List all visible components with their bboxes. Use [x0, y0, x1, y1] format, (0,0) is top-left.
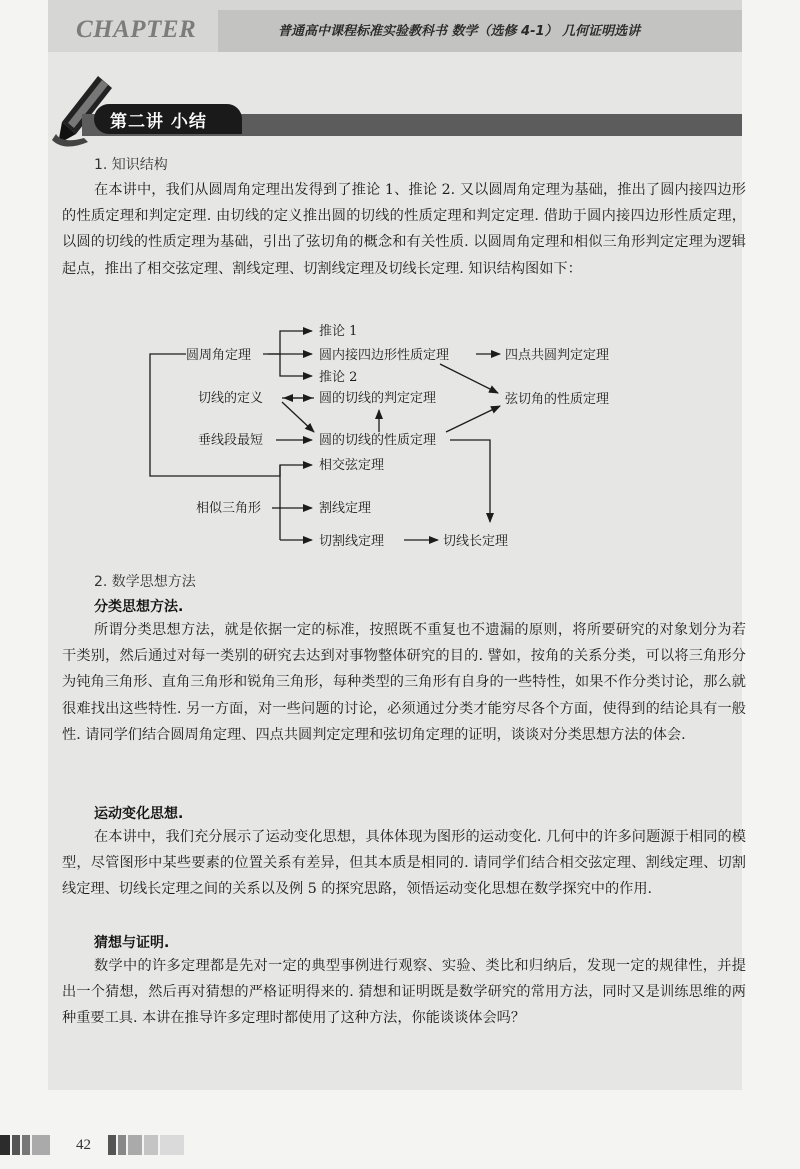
conjecture-paragraph: 数学中的许多定理都是先对一定的典型事例进行观察、实验、类比和归纳后，发现一定的规律性，并提出一个猜想，然后再对猜想的严格证明得来的. 猜想和证明既是数学研究的常用方法，同时又是训练思维的两种重要工具. 本讲在推导许多定理时都使用了这种方法，你能谈谈体会吗？	[62, 958, 746, 1027]
node-tangent-property: 圆的切线的性质定理	[319, 433, 437, 448]
math-methods-heading: 2. 数学思想方法	[94, 574, 196, 590]
node-cyclic-quad-property: 圆内接四边形性质定理	[319, 348, 450, 363]
node-shortest-perpendicular: 垂线段最短	[198, 433, 264, 448]
footer-decoration	[0, 1133, 220, 1159]
node-corollary-2: 推论 2	[319, 370, 358, 385]
node-secant-theorem: 割线定理	[319, 501, 372, 516]
node-corollary-1: 推论 1	[319, 324, 358, 339]
chapter-label: CHAPTER	[76, 16, 197, 43]
conjecture-title: 猜想与证明.	[94, 935, 170, 951]
arrow-to-corollary-1	[263, 331, 312, 354]
node-tangent-chord-angle: 弦切角的性质定理	[505, 392, 610, 407]
node-tangent-criterion: 圆的切线的判定定理	[319, 391, 437, 406]
section-title: 第二讲 小结	[110, 112, 207, 132]
node-tangent-secant-theorem: 切割线定理	[319, 534, 385, 549]
arrow-cyclic-to-chord-angle	[440, 364, 498, 393]
node-tangent-length-theorem: 切线长定理	[443, 534, 509, 549]
motion-title: 运动变化思想.	[94, 806, 184, 822]
arrow-to-corollary-2	[280, 354, 312, 376]
classification-paragraph: 所谓分类思想方法，就是依据一定的标准，按照既不重复也不遗漏的原则，将所要研究的对象划分为若干类别，然后通过对每一类别的研究去达到对事物整体研究的目的. 譬如，按角的关系分类，可以将三角形分为钝角三角形、直角三角形和锐角三角形，每种类型的三角形有自身的一些特性，如果不作分类讨论，那么就很难找出这些特性. 另一方面，对一些问题的讨论，必须通过分类才能穷尽各个方面，使得到的结论具有一般性. 请同学们结合圆周角定理、四点共圆判定定理和弦切角定理的证明，谈谈对分类思想方法的体会.	[62, 622, 746, 743]
node-similar-triangles: 相似三角形	[196, 501, 262, 516]
node-four-points-concyclic: 四点共圆判定定理	[505, 348, 610, 363]
book-title: 普通高中课程标准实验教科书 数学（选修 4-1） 几何证明选讲	[278, 24, 641, 39]
arrow-property-to-chord-angle	[446, 406, 500, 432]
motion-paragraph: 在本讲中，我们充分展示了运动变化思想，具体体现为图形的运动变化. 几何中的许多问题源于相同的模型，尽管图形中某些要素的位置关系有差异，但其本质是相同的. 请同学们结合相交弦定理、割线定理、切割线定理、切线长定理之间的关系以及例 5 的探究思路，领悟运动变化思想在数学探究中的作用.	[62, 829, 746, 898]
arrow-definition-to-property	[282, 402, 314, 432]
knowledge-structure-paragraph: 在本讲中，我们从圆周角定理出发得到了推论 1、推论 2. 又以圆周角定理为基础，推出了圆内接四边形的性质定理和判定定理. 由切线的定义推出圆的切线的性质定理和判定定理. 借助于圆内接四边形性质定理，以圆的切线的性质定理为基础，引出了弦切角的概念和有关性质. 以圆周角定理和相似三角形判定定理为逻辑起点，推出了相交弦定理、割线定理、切割线定理及切线长定理. 知识结构图如下：	[62, 182, 746, 277]
node-tangent-definition: 切线的定义	[198, 391, 264, 406]
arrow-angle-to-intersecting-chords	[150, 354, 312, 476]
node-inscribed-angle-theorem: 圆周角定理	[186, 348, 252, 363]
arrow-property-to-tangent-length	[450, 440, 490, 522]
node-intersecting-chords: 相交弦定理	[319, 458, 385, 473]
knowledge-structure-heading: 1. 知识结构	[94, 157, 168, 173]
classification-title: 分类思想方法.	[94, 599, 184, 615]
page-number: 42	[76, 1137, 91, 1153]
